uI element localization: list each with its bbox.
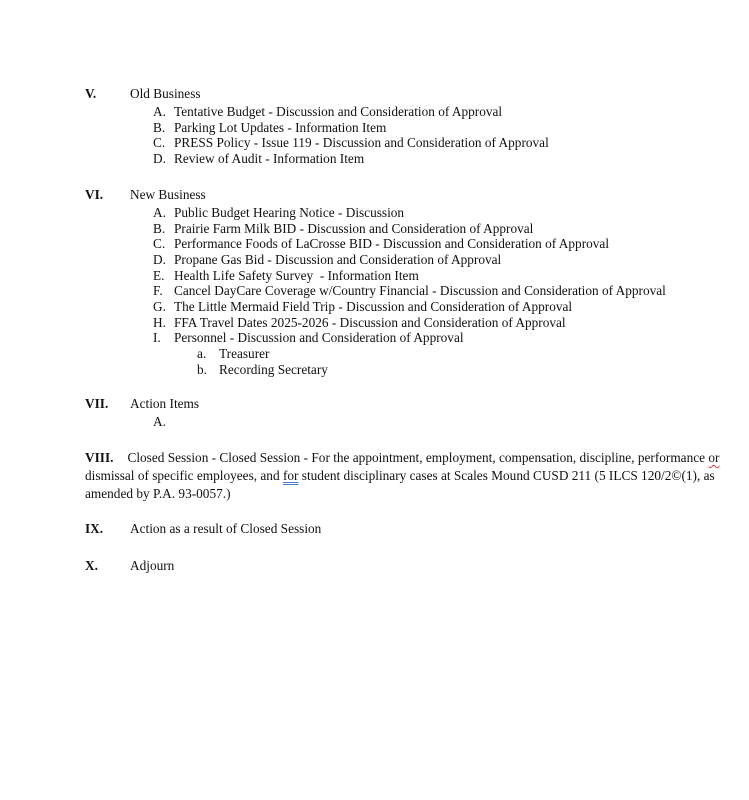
list-item [0, 236, 749, 252]
list-item [0, 315, 749, 331]
sub-list-item [0, 346, 749, 362]
list-item [0, 221, 749, 237]
item-letter: a. [197, 346, 207, 361]
closed-session-text: student disciplinary cases at Scales Mound CUSD 211 (5 ILCS 120/2©(1), as amended by P.A. 93-0057.) [85, 468, 715, 501]
item-letter: b. [197, 362, 207, 377]
item-text: Personnel - Discussion and Consideration of Approval [174, 330, 464, 345]
item-letter: F. [153, 283, 163, 298]
item-text: Prairie Farm Milk BID - Discussion and Consideration of Approval [174, 221, 534, 236]
section-numeral: X. [85, 558, 98, 573]
item-text: Propane Gas Bid - Discussion and Consideration of Approval [174, 252, 502, 267]
item-letter: B. [153, 120, 166, 135]
item-letter: E. [153, 268, 165, 283]
item-letter: B. [153, 221, 166, 236]
item-letter: H. [153, 315, 166, 330]
item-letter: C. [153, 236, 166, 251]
item-text: Cancel DayCare Coverage w/Country Financial - Discussion and Consideration of Approval [174, 283, 666, 298]
item-text: Tentative Budget - Discussion and Consideration of Approval [174, 104, 503, 119]
closed-session-text: dismissal of specific employees, and [85, 468, 283, 483]
list-item [0, 330, 749, 346]
list-item [0, 205, 749, 221]
section-numeral: VII. [85, 396, 109, 411]
item-text: Recording Secretary [219, 362, 328, 377]
spelling-flag: or [708, 450, 720, 465]
item-letter: A. [153, 205, 166, 220]
section-numeral: IX. [85, 521, 104, 536]
sub-list-item [0, 362, 749, 378]
item-text: PRESS Policy - Issue 119 - Discussion and Consideration of Approval [174, 135, 549, 150]
item-text: Review of Audit - Information Item [174, 151, 365, 166]
item-text: Treasurer [219, 346, 270, 361]
list-item [0, 283, 749, 299]
item-text: Performance Foods of LaCrosse BID - Discussion and Consideration of Approval [174, 236, 610, 251]
item-letter: A. [153, 104, 166, 119]
item-text: Public Budget Hearing Notice - Discussion [174, 205, 405, 220]
item-text: Parking Lot Updates - Information Item [174, 120, 387, 135]
item-text: The Little Mermaid Field Trip - Discussion and Consideration of Approval [174, 299, 573, 314]
section-numeral: V. [85, 86, 97, 101]
item-letter: G. [153, 299, 166, 314]
list-item [0, 151, 749, 167]
list-item [0, 252, 749, 268]
list-item [0, 299, 749, 315]
item-text: Health Life Safety Survey - Information Item [174, 268, 419, 283]
item-letter: I. [153, 330, 161, 345]
section-numeral: VI. [85, 187, 104, 202]
item-text: FFA Travel Dates 2025-2026 - Discussion and Consideration of Approval [174, 315, 566, 330]
item-letter: C. [153, 135, 166, 150]
section-title: New Business [130, 187, 206, 202]
item-letter: D. [153, 252, 166, 267]
item-letter: A. [153, 414, 166, 429]
list-item [0, 120, 749, 136]
list-item [0, 268, 749, 284]
section-title: Action as a result of Closed Session [130, 521, 322, 536]
section-title: Adjourn [130, 558, 175, 573]
item-letter: D. [153, 151, 166, 166]
section-title: Old Business [130, 86, 201, 101]
list-item [0, 414, 749, 430]
section-title: Action Items [130, 396, 200, 411]
list-item [0, 104, 749, 120]
closed-session-text: Closed Session - Closed Session - For the appointment, employment, compensation, discipline, performance [127, 450, 709, 465]
list-item [0, 135, 749, 151]
grammar-flag: for [282, 468, 299, 483]
section-closed-session [85, 449, 720, 503]
section-numeral: VIII. [85, 450, 114, 465]
